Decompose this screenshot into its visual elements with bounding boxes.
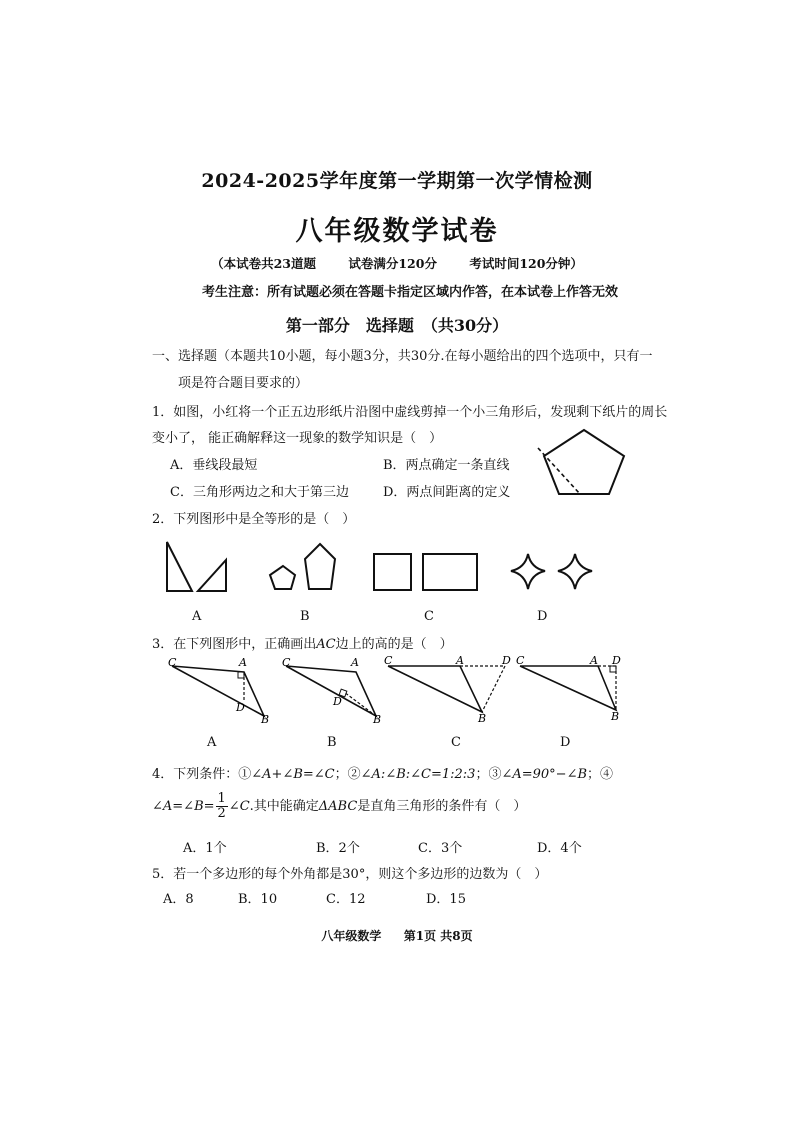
cut-line bbox=[538, 448, 580, 494]
page-footer bbox=[0, 927, 794, 944]
q4-sep-1: ；② bbox=[334, 767, 361, 782]
exam-info bbox=[0, 254, 794, 272]
q1-option-d: D．两点间距离的定义 bbox=[383, 485, 511, 500]
info-questions: （本试卷共23道题 bbox=[211, 256, 316, 271]
exam-title: 2024-2025学年度第一学期第一次学情检测 bbox=[201, 170, 593, 192]
q3-label-b: B bbox=[327, 735, 337, 750]
q2-figure-b bbox=[270, 544, 335, 589]
q4-intro: 4．下列条件：① bbox=[152, 767, 252, 782]
q1-line2: 变小了， 能正确解释这一现象的数学知识是（ ） bbox=[152, 431, 443, 446]
q5-option-d: D．15 bbox=[426, 892, 466, 907]
q3-label-a: A bbox=[207, 735, 217, 750]
q3b-point-b: B bbox=[373, 713, 382, 726]
q3c-point-b: B bbox=[478, 712, 487, 725]
q3-stem-var: AC bbox=[316, 637, 336, 652]
q3d-point-d: D bbox=[612, 654, 621, 667]
q4-condition-4a: ∠A=∠B= bbox=[152, 799, 215, 814]
q4-suffix-a: .其中能确定 bbox=[249, 799, 319, 814]
q4-option-b: B．2个 bbox=[316, 841, 360, 856]
q3a-point-d: D bbox=[236, 701, 245, 714]
part-title: 第一部分 选择题 （共30分） bbox=[285, 316, 509, 335]
q5-stem: 5．若一个多边形的每个外角都是30°，则这个多边形的边数为（ ） bbox=[152, 867, 548, 882]
q3-label-d: D bbox=[560, 735, 571, 750]
q1-line1: 1．如图，小红将一个正五边形纸片沿图中虚线剪掉一个小三角形后，发现剩下纸片的周长 bbox=[152, 405, 668, 420]
q3-label-c: C bbox=[451, 735, 461, 750]
info-time: 考试时间120分钟） bbox=[469, 256, 583, 271]
q4-suffix-b: 是直角三角形的条件有（ ） bbox=[357, 799, 527, 814]
section-heading-line1: 一、选择题（本题共10小题，每小题3分，共30分.在每小题给出的四个选项中，只有一 bbox=[152, 349, 653, 364]
q1-option-c: C．三角形两边之和大于第三边 bbox=[170, 485, 349, 500]
q3-stem-suffix: 边上的高的是（ ） bbox=[335, 637, 453, 652]
q4-line1 bbox=[152, 763, 613, 782]
q3-figure-a bbox=[168, 656, 269, 726]
q4-line2 bbox=[152, 792, 526, 821]
q1-pentagon-figure bbox=[530, 426, 630, 498]
q2-label-c: C bbox=[424, 609, 434, 624]
q2-label-d: D bbox=[537, 609, 548, 624]
q3a-point-a: A bbox=[239, 656, 247, 669]
q4-option-a: A．1个 bbox=[183, 841, 227, 856]
q2-label-a: A bbox=[192, 609, 202, 624]
q3c-point-d: D bbox=[502, 654, 511, 667]
pentagon-shape bbox=[544, 430, 624, 494]
q3a-point-c: C bbox=[168, 656, 177, 669]
q3-stem bbox=[152, 633, 453, 652]
q4-condition-2: ∠A:∠B:∠C=1:2:3 bbox=[360, 767, 476, 782]
q2-figures bbox=[150, 533, 650, 603]
q4-fraction bbox=[216, 792, 228, 821]
q3-figure-b bbox=[282, 656, 381, 726]
q4-condition-4b: ∠C bbox=[228, 799, 250, 814]
q4-sep-3: ；④ bbox=[587, 767, 614, 782]
q3d-point-c: C bbox=[516, 654, 525, 667]
q1-option-a: A．垂线段最短 bbox=[170, 458, 258, 473]
footer-subject: 八年级数学 bbox=[321, 929, 382, 943]
q4-condition-1: ∠A+∠B=∠C bbox=[251, 767, 335, 782]
q3-figures bbox=[160, 652, 640, 732]
q3-figure-d bbox=[516, 654, 621, 723]
q3d-point-a: A bbox=[590, 654, 598, 667]
exam-notice: 考生注意：所有试题必须在答题卡指定区域内作答，在本试卷上作答无效 bbox=[202, 285, 619, 300]
q3c-point-a: A bbox=[456, 654, 464, 667]
info-score: 试卷满分120分 bbox=[348, 256, 437, 271]
q5-option-c: C．12 bbox=[326, 892, 366, 907]
q5-option-b: B．10 bbox=[238, 892, 278, 907]
q4-condition-3: ∠A=90°−∠B bbox=[501, 767, 588, 782]
q5-option-a: A．8 bbox=[163, 892, 194, 907]
q3d-point-b: B bbox=[611, 710, 620, 723]
q2-label-b: B bbox=[300, 609, 310, 624]
q3b-point-d: D bbox=[333, 695, 342, 708]
q1-option-b: B．两点确定一条直线 bbox=[383, 458, 510, 473]
q2-stem: 2．下列图形中是全等形的是（ ） bbox=[152, 512, 356, 527]
q3b-point-a: A bbox=[351, 656, 359, 669]
q4-option-c: C．3个 bbox=[418, 841, 463, 856]
q3a-point-b: B bbox=[261, 713, 270, 726]
q4-fraction-den: 2 bbox=[217, 806, 226, 821]
q3-figure-c bbox=[384, 654, 511, 725]
footer-page: 第1页 共8页 bbox=[403, 929, 473, 943]
q2-figure-a bbox=[167, 542, 226, 591]
q3b-point-c: C bbox=[282, 656, 291, 669]
q3c-point-c: C bbox=[384, 654, 393, 667]
q4-option-d: D．4个 bbox=[537, 841, 582, 856]
q4-triangle: ΔABC bbox=[318, 799, 358, 814]
q2-figure-d bbox=[511, 554, 592, 589]
q4-sep-2: ；③ bbox=[475, 767, 502, 782]
exam-subtitle: 八年级数学试卷 bbox=[295, 216, 499, 247]
q4-fraction-num: 1 bbox=[217, 791, 226, 806]
section-heading-line2: 项是符合题目要求的） bbox=[178, 376, 309, 391]
q2-figure-c bbox=[374, 554, 477, 590]
q3-stem-prefix: 3．在下列图形中，正确画出 bbox=[152, 637, 317, 652]
